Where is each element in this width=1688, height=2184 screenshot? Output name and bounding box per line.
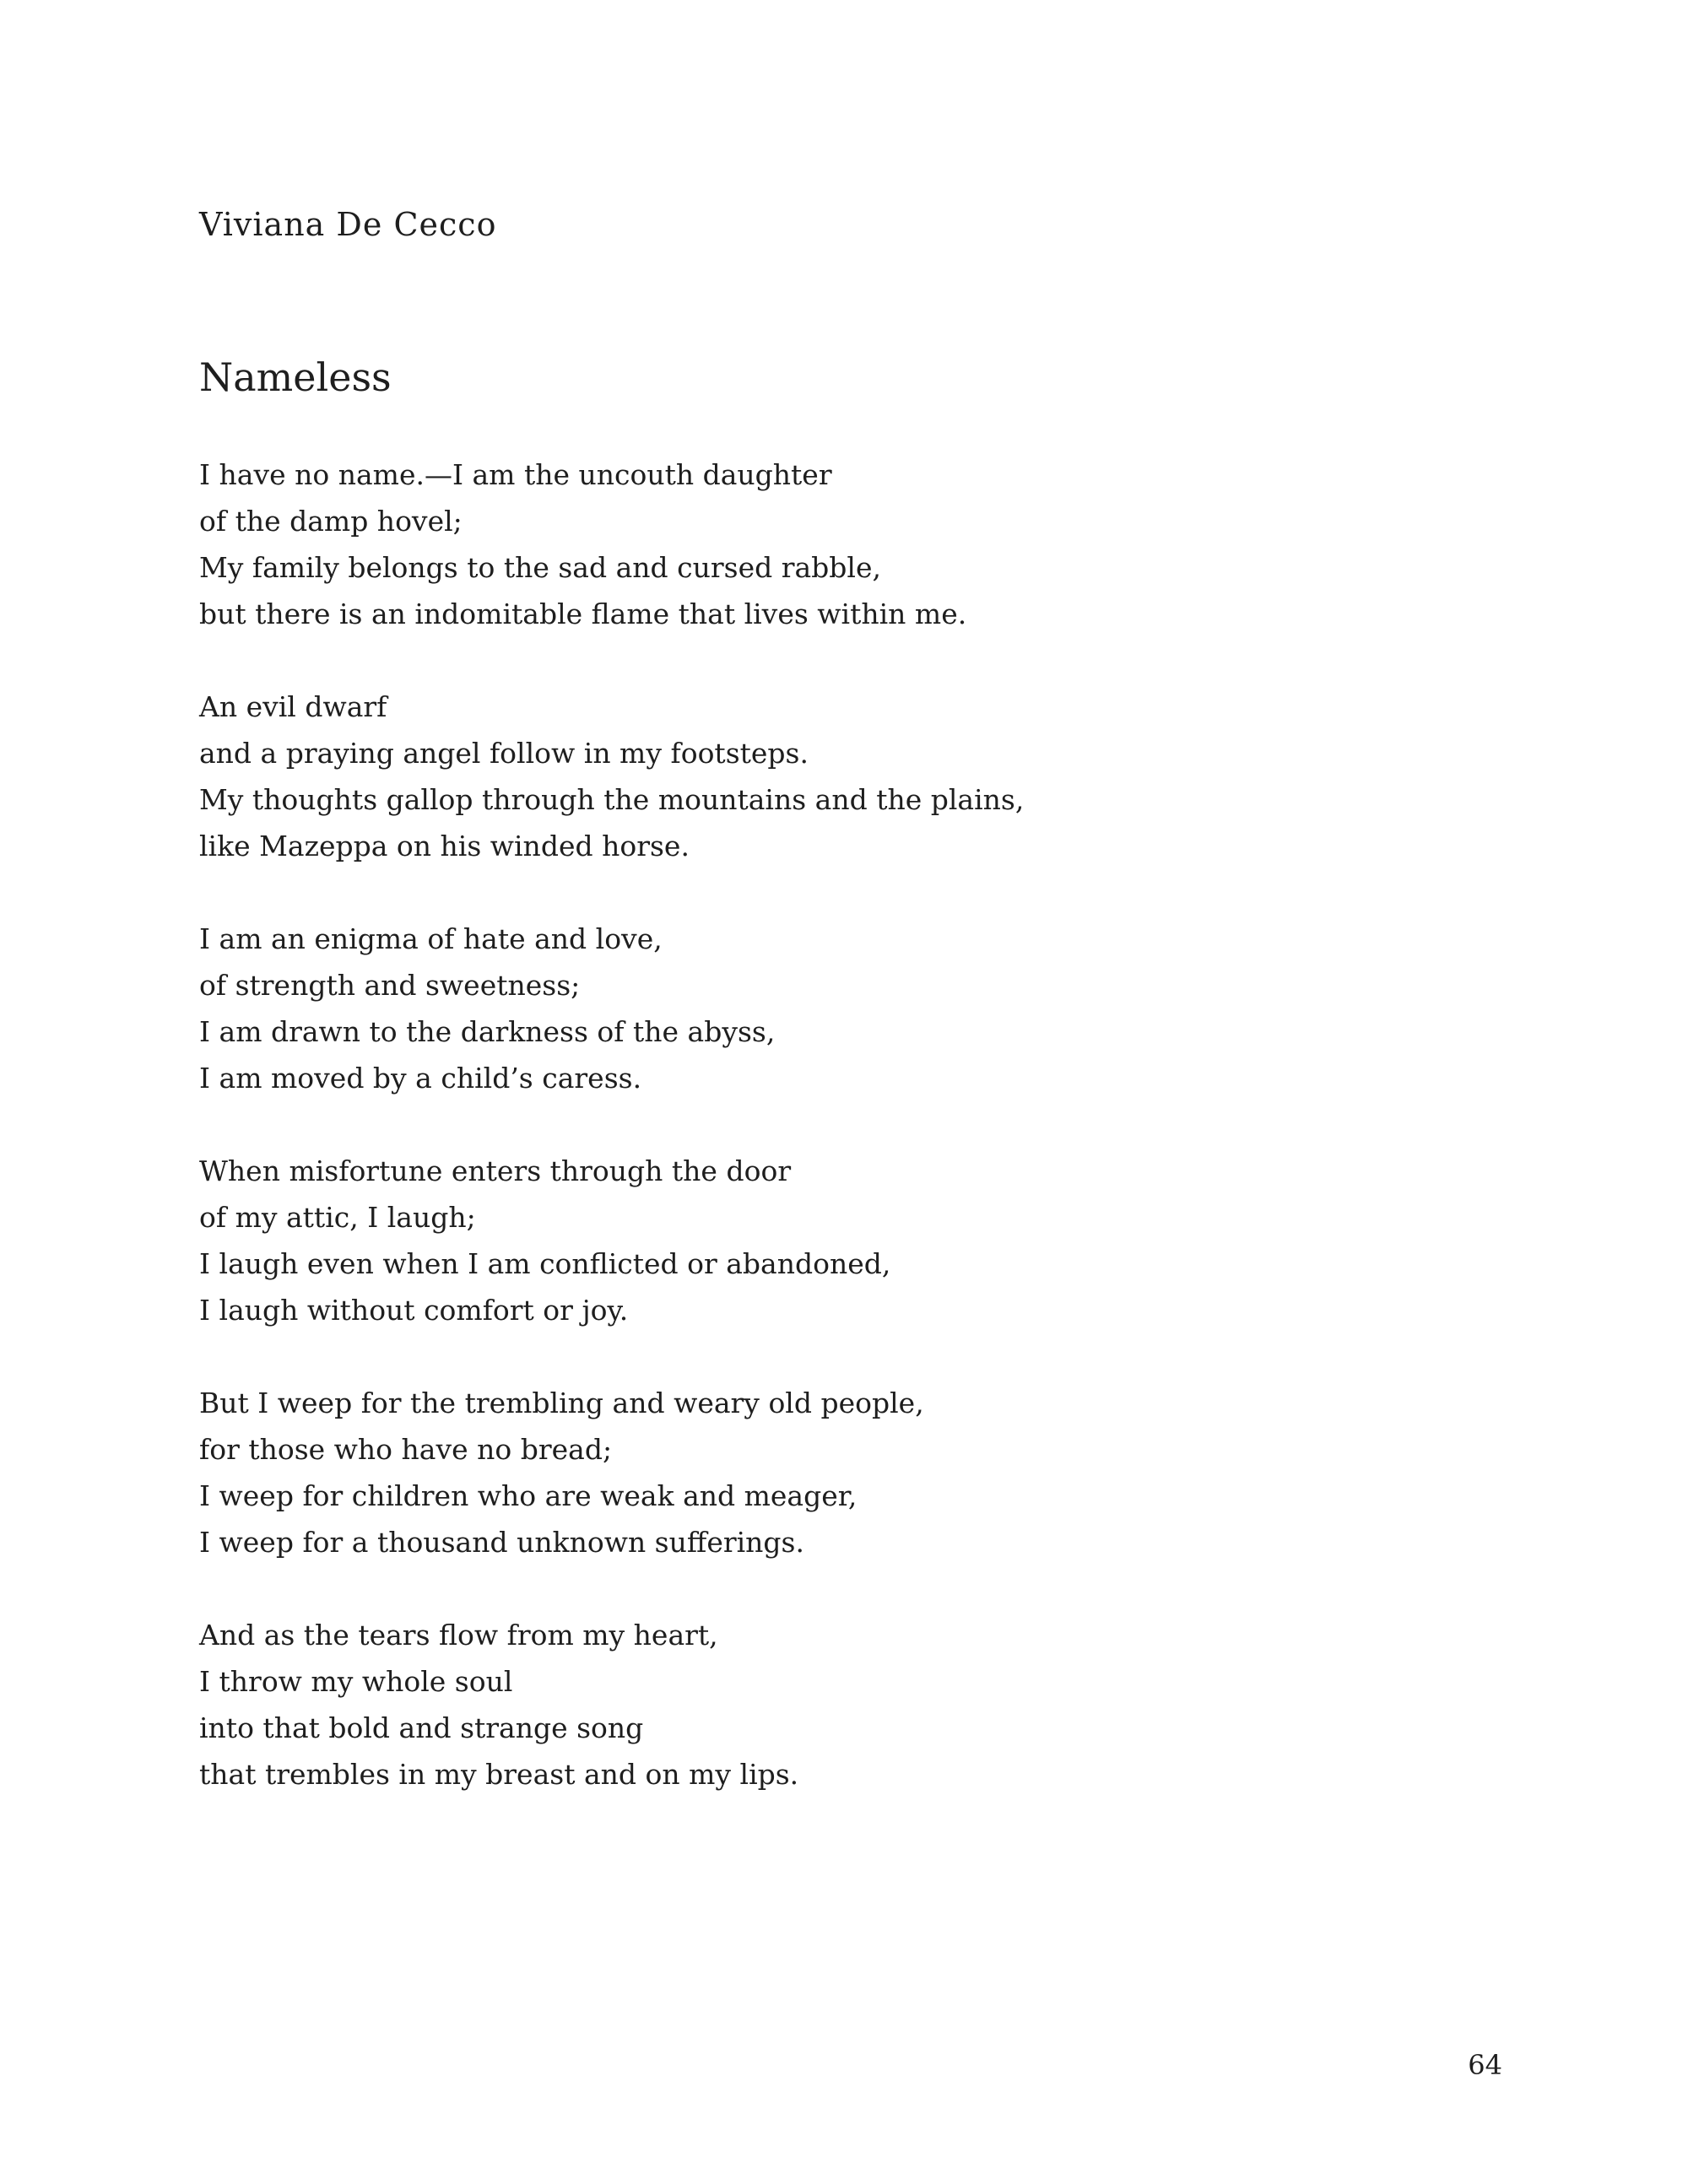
poem-line: and a praying angel follow in my footsteps. [199, 737, 809, 770]
poem-line: I laugh without comfort or joy. [199, 1294, 629, 1327]
poem-line: of strength and sweetness; [199, 969, 581, 1002]
poem-line: I am moved by a child’s caress. [199, 1062, 642, 1095]
stanza [199, 684, 1465, 869]
poem-line: like Mazeppa on his winded horse. [199, 830, 690, 862]
poem-line: into that bold and strange song [199, 1711, 644, 1744]
poem-line: My family belongs to the sad and cursed rabble, [199, 551, 882, 584]
poem-line: I laugh even when I am conflicted or abandoned, [199, 1247, 891, 1280]
poem-line: When misfortune enters through the door [199, 1154, 792, 1187]
poem-line: An evil dwarf [199, 690, 387, 723]
poem-line: I throw my whole soul [199, 1665, 513, 1698]
poem-line: I am drawn to the darkness of the abyss, [199, 1015, 776, 1048]
poem-line: My thoughts gallop through the mountains and the plains, [199, 783, 1025, 816]
stanza [199, 1148, 1465, 1333]
poem-line: of the damp hovel; [199, 505, 463, 538]
author-name: Viviana De Cecco [199, 206, 497, 243]
poem-line: for those who have no bread; [199, 1433, 613, 1466]
stanza [199, 451, 1465, 637]
stanza [199, 1612, 1465, 1797]
poem-line: but there is an indomitable flame that lives within me. [199, 597, 967, 630]
poem-line: I have no name.—I am the uncouth daughter [199, 458, 832, 491]
poem-line: I am an enigma of hate and love, [199, 922, 663, 955]
page-number: 64 [1468, 2049, 1502, 2081]
poem-line: I weep for children who are weak and meager, [199, 1479, 858, 1512]
poem-line: I weep for a thousand unknown sufferings. [199, 1526, 804, 1559]
poem-body [199, 451, 1465, 1844]
poem-line: that trembles in my breast and on my lips. [199, 1758, 799, 1791]
poem-title: Nameless [199, 354, 392, 400]
stanza [199, 1380, 1465, 1565]
stanza [199, 916, 1465, 1101]
poem-line: And as the tears flow from my heart, [199, 1619, 718, 1652]
poem-line: of my attic, I laugh; [199, 1201, 476, 1234]
poem-line: But I weep for the trembling and weary old people, [199, 1387, 924, 1419]
